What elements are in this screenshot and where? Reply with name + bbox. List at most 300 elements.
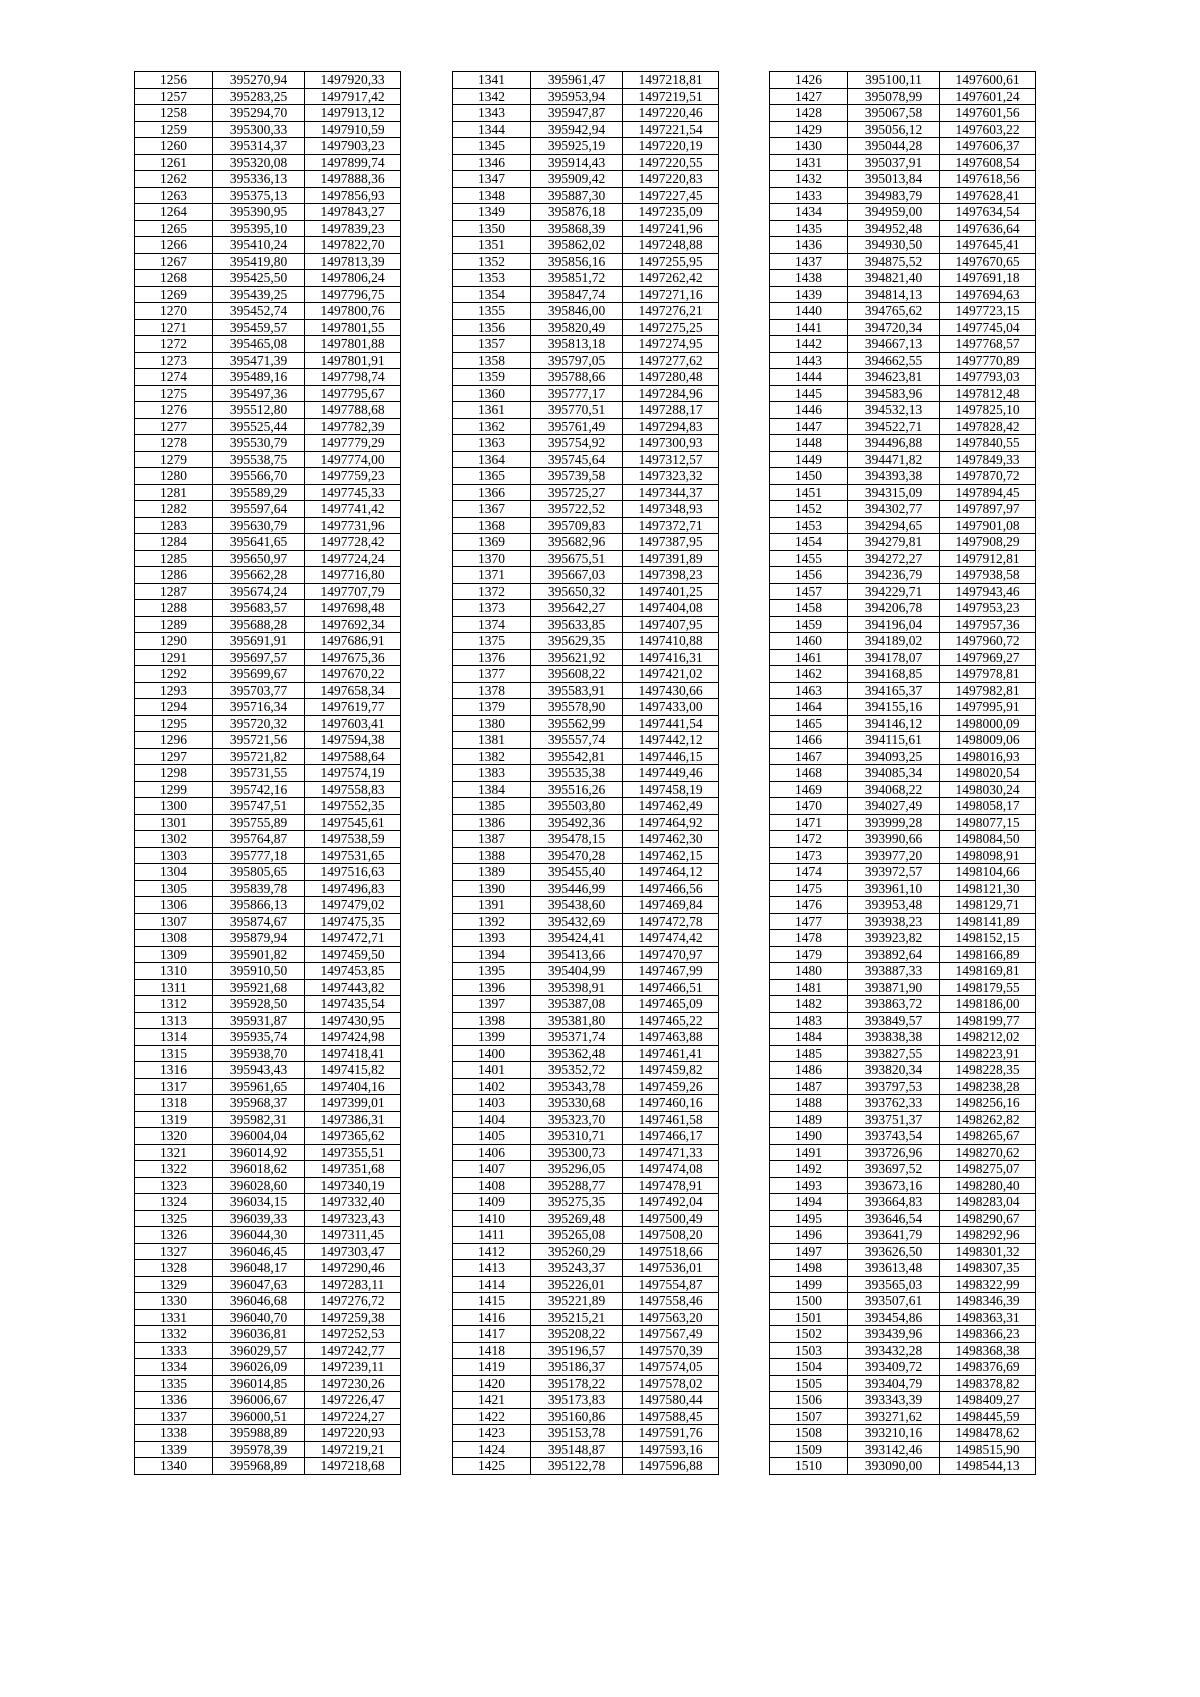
x-coordinate-cell: 395270,94 (213, 72, 305, 89)
table-row (135, 748, 401, 765)
y-coordinate-cell: 1498058,17 (940, 798, 1036, 815)
table-row (453, 1095, 719, 1112)
point-number-cell: 1417 (453, 1326, 531, 1343)
y-coordinate-cell: 1497449,46 (623, 765, 719, 782)
table-row (453, 270, 719, 287)
point-number-cell: 1308 (135, 930, 213, 947)
y-coordinate-cell: 1497603,41 (305, 715, 401, 732)
x-coordinate-cell: 393726,96 (848, 1144, 940, 1161)
x-coordinate-cell: 395542,81 (531, 748, 623, 765)
point-number-cell: 1479 (770, 946, 848, 963)
x-coordinate-cell: 395310,71 (531, 1128, 623, 1145)
table-row (453, 1458, 719, 1475)
table-row (770, 979, 1036, 996)
x-coordinate-cell: 393953,48 (848, 897, 940, 914)
point-number-cell: 1393 (453, 930, 531, 947)
table-row (770, 352, 1036, 369)
point-number-cell: 1321 (135, 1144, 213, 1161)
x-coordinate-cell: 395296,05 (531, 1161, 623, 1178)
y-coordinate-cell: 1497545,61 (305, 814, 401, 831)
table-row (770, 484, 1036, 501)
point-number-cell: 1373 (453, 600, 531, 617)
x-coordinate-cell: 393613,48 (848, 1260, 940, 1277)
y-coordinate-cell: 1497995,91 (940, 699, 1036, 716)
table-row (770, 237, 1036, 254)
table-row (135, 1029, 401, 1046)
x-coordinate-cell: 396047,63 (213, 1276, 305, 1293)
point-number-cell: 1261 (135, 154, 213, 171)
x-coordinate-cell: 393938,23 (848, 913, 940, 930)
y-coordinate-cell: 1497969,27 (940, 649, 1036, 666)
point-number-cell: 1314 (135, 1029, 213, 1046)
y-coordinate-cell: 1497692,34 (305, 616, 401, 633)
table-row (135, 187, 401, 204)
x-coordinate-cell: 395879,94 (213, 930, 305, 947)
point-number-cell: 1385 (453, 798, 531, 815)
y-coordinate-cell: 1497226,47 (305, 1392, 401, 1409)
point-number-cell: 1317 (135, 1078, 213, 1095)
point-number-cell: 1474 (770, 864, 848, 881)
point-number-cell: 1276 (135, 402, 213, 419)
y-coordinate-cell: 1497323,43 (305, 1210, 401, 1227)
x-coordinate-cell: 396026,09 (213, 1359, 305, 1376)
table-row (135, 1359, 401, 1376)
point-number-cell: 1419 (453, 1359, 531, 1376)
point-number-cell: 1482 (770, 996, 848, 1013)
point-number-cell: 1371 (453, 567, 531, 584)
y-coordinate-cell: 1498016,93 (940, 748, 1036, 765)
x-coordinate-cell: 395470,28 (531, 847, 623, 864)
point-number-cell: 1271 (135, 319, 213, 336)
y-coordinate-cell: 1497670,65 (940, 253, 1036, 270)
point-number-cell: 1331 (135, 1309, 213, 1326)
table-row (453, 1359, 719, 1376)
table-row (135, 1441, 401, 1458)
y-coordinate-cell: 1497220,19 (623, 138, 719, 155)
table-row (453, 633, 719, 650)
point-number-cell: 1293 (135, 682, 213, 699)
point-number-cell: 1379 (453, 699, 531, 716)
table-row (453, 1012, 719, 1029)
x-coordinate-cell: 396029,57 (213, 1342, 305, 1359)
y-coordinate-cell: 1497259,38 (305, 1309, 401, 1326)
y-coordinate-cell: 1497284,96 (623, 385, 719, 402)
point-number-cell: 1390 (453, 880, 531, 897)
x-coordinate-cell: 395925,19 (531, 138, 623, 155)
y-coordinate-cell: 1498478,62 (940, 1425, 1036, 1442)
x-coordinate-cell: 393454,86 (848, 1309, 940, 1326)
x-coordinate-cell: 394206,78 (848, 600, 940, 617)
point-number-cell: 1446 (770, 402, 848, 419)
y-coordinate-cell: 1497441,54 (623, 715, 719, 732)
x-coordinate-cell: 395352,72 (531, 1062, 623, 1079)
y-coordinate-cell: 1497938,58 (940, 567, 1036, 584)
x-coordinate-cell: 395371,74 (531, 1029, 623, 1046)
point-number-cell: 1340 (135, 1458, 213, 1475)
table-row (135, 699, 401, 716)
point-number-cell: 1335 (135, 1375, 213, 1392)
y-coordinate-cell: 1497430,66 (623, 682, 719, 699)
point-number-cell: 1447 (770, 418, 848, 435)
point-number-cell: 1399 (453, 1029, 531, 1046)
point-number-cell: 1275 (135, 385, 213, 402)
point-number-cell: 1382 (453, 748, 531, 765)
point-number-cell: 1334 (135, 1359, 213, 1376)
table-row (770, 682, 1036, 699)
table-row (135, 1293, 401, 1310)
y-coordinate-cell: 1497275,25 (623, 319, 719, 336)
point-number-cell: 1269 (135, 286, 213, 303)
x-coordinate-cell: 395196,57 (531, 1342, 623, 1359)
y-coordinate-cell: 1497276,72 (305, 1293, 401, 1310)
x-coordinate-cell: 395931,87 (213, 1012, 305, 1029)
y-coordinate-cell: 1497288,17 (623, 402, 719, 419)
y-coordinate-cell: 1498121,30 (940, 880, 1036, 897)
point-number-cell: 1297 (135, 748, 213, 765)
y-coordinate-cell: 1498283,04 (940, 1194, 1036, 1211)
point-number-cell: 1426 (770, 72, 848, 89)
x-coordinate-cell: 395747,51 (213, 798, 305, 815)
y-coordinate-cell: 1497218,68 (305, 1458, 401, 1475)
point-number-cell: 1383 (453, 765, 531, 782)
point-number-cell: 1311 (135, 979, 213, 996)
point-number-cell: 1263 (135, 187, 213, 204)
x-coordinate-cell: 395173,83 (531, 1392, 623, 1409)
table-row (770, 204, 1036, 221)
y-coordinate-cell: 1497917,42 (305, 88, 401, 105)
x-coordinate-cell: 395968,37 (213, 1095, 305, 1112)
x-coordinate-cell: 393626,50 (848, 1243, 940, 1260)
y-coordinate-cell: 1498270,62 (940, 1144, 1036, 1161)
table-row (770, 1078, 1036, 1095)
x-coordinate-cell: 396018,62 (213, 1161, 305, 1178)
x-coordinate-cell: 393820,34 (848, 1062, 940, 1079)
y-coordinate-cell: 1497960,72 (940, 633, 1036, 650)
y-coordinate-cell: 1497899,74 (305, 154, 401, 171)
x-coordinate-cell: 395788,66 (531, 369, 623, 386)
coordinate-table-1 (134, 71, 401, 1475)
x-coordinate-cell: 393849,57 (848, 1012, 940, 1029)
point-number-cell: 1476 (770, 897, 848, 914)
x-coordinate-cell: 393664,83 (848, 1194, 940, 1211)
y-coordinate-cell: 1498262,82 (940, 1111, 1036, 1128)
point-number-cell: 1291 (135, 649, 213, 666)
y-coordinate-cell: 1497600,61 (940, 72, 1036, 89)
point-number-cell: 1408 (453, 1177, 531, 1194)
table-row (453, 1375, 719, 1392)
x-coordinate-cell: 395770,51 (531, 402, 623, 419)
point-number-cell: 1401 (453, 1062, 531, 1079)
x-coordinate-cell: 395100,11 (848, 72, 940, 89)
table-row (770, 831, 1036, 848)
y-coordinate-cell: 1498366,23 (940, 1326, 1036, 1343)
table-row (135, 1111, 401, 1128)
table-row (453, 72, 719, 89)
x-coordinate-cell: 394765,62 (848, 303, 940, 320)
table-row (770, 748, 1036, 765)
x-coordinate-cell: 393343,39 (848, 1392, 940, 1409)
table-row (135, 171, 401, 188)
point-number-cell: 1262 (135, 171, 213, 188)
x-coordinate-cell: 394952,48 (848, 220, 940, 237)
table-row (135, 1194, 401, 1211)
y-coordinate-cell: 1497462,49 (623, 798, 719, 815)
y-coordinate-cell: 1497418,41 (305, 1045, 401, 1062)
table-row (453, 1392, 719, 1409)
point-number-cell: 1410 (453, 1210, 531, 1227)
x-coordinate-cell: 395294,70 (213, 105, 305, 122)
point-number-cell: 1273 (135, 352, 213, 369)
y-coordinate-cell: 1497670,22 (305, 666, 401, 683)
table-row (453, 1326, 719, 1343)
x-coordinate-cell: 395641,65 (213, 534, 305, 551)
table-row (135, 1392, 401, 1409)
y-coordinate-cell: 1497574,05 (623, 1359, 719, 1376)
point-number-cell: 1306 (135, 897, 213, 914)
x-coordinate-cell: 395465,08 (213, 336, 305, 353)
point-number-cell: 1312 (135, 996, 213, 1013)
point-number-cell: 1430 (770, 138, 848, 155)
table-row (135, 451, 401, 468)
y-coordinate-cell: 1497554,87 (623, 1276, 719, 1293)
y-coordinate-cell: 1497465,22 (623, 1012, 719, 1029)
y-coordinate-cell: 1497459,50 (305, 946, 401, 963)
y-coordinate-cell: 1497227,45 (623, 187, 719, 204)
x-coordinate-cell: 395682,96 (531, 534, 623, 551)
table-row (135, 616, 401, 633)
y-coordinate-cell: 1497588,64 (305, 748, 401, 765)
y-coordinate-cell: 1497658,34 (305, 682, 401, 699)
point-number-cell: 1423 (453, 1425, 531, 1442)
x-coordinate-cell: 395215,21 (531, 1309, 623, 1326)
y-coordinate-cell: 1497464,92 (623, 814, 719, 831)
point-number-cell: 1507 (770, 1408, 848, 1425)
x-coordinate-cell: 395221,89 (531, 1293, 623, 1310)
x-coordinate-cell: 395288,77 (531, 1177, 623, 1194)
point-number-cell: 1292 (135, 666, 213, 683)
point-number-cell: 1298 (135, 765, 213, 782)
x-coordinate-cell: 395404,99 (531, 963, 623, 980)
point-number-cell: 1431 (770, 154, 848, 171)
point-number-cell: 1375 (453, 633, 531, 650)
x-coordinate-cell: 395395,10 (213, 220, 305, 237)
table-row (770, 1309, 1036, 1326)
point-number-cell: 1279 (135, 451, 213, 468)
y-coordinate-cell: 1497274,95 (623, 336, 719, 353)
y-coordinate-cell: 1497840,55 (940, 435, 1036, 452)
x-coordinate-cell: 396044,30 (213, 1227, 305, 1244)
point-number-cell: 1325 (135, 1210, 213, 1227)
x-coordinate-cell: 396048,17 (213, 1260, 305, 1277)
table-row (135, 1095, 401, 1112)
y-coordinate-cell: 1497591,76 (623, 1425, 719, 1442)
point-number-cell: 1354 (453, 286, 531, 303)
point-number-cell: 1267 (135, 253, 213, 270)
point-number-cell: 1392 (453, 913, 531, 930)
y-coordinate-cell: 1497636,64 (940, 220, 1036, 237)
point-number-cell: 1347 (453, 171, 531, 188)
table-row (770, 600, 1036, 617)
point-number-cell: 1358 (453, 352, 531, 369)
y-coordinate-cell: 1497518,66 (623, 1243, 719, 1260)
y-coordinate-cell: 1497953,23 (940, 600, 1036, 617)
point-number-cell: 1460 (770, 633, 848, 650)
x-coordinate-cell: 395697,57 (213, 649, 305, 666)
x-coordinate-cell: 395265,08 (531, 1227, 623, 1244)
x-coordinate-cell: 396006,67 (213, 1392, 305, 1409)
table-row (453, 1309, 719, 1326)
point-number-cell: 1366 (453, 484, 531, 501)
point-number-cell: 1264 (135, 204, 213, 221)
x-coordinate-cell: 395530,79 (213, 435, 305, 452)
x-coordinate-cell: 394983,79 (848, 187, 940, 204)
point-number-cell: 1406 (453, 1144, 531, 1161)
x-coordinate-cell: 394302,77 (848, 501, 940, 518)
point-number-cell: 1494 (770, 1194, 848, 1211)
y-coordinate-cell: 1497782,39 (305, 418, 401, 435)
point-number-cell: 1487 (770, 1078, 848, 1095)
y-coordinate-cell: 1497619,77 (305, 699, 401, 716)
x-coordinate-cell: 395037,91 (848, 154, 940, 171)
x-coordinate-cell: 394315,09 (848, 484, 940, 501)
y-coordinate-cell: 1497897,97 (940, 501, 1036, 518)
table-row (453, 501, 719, 518)
point-number-cell: 1342 (453, 88, 531, 105)
point-number-cell: 1414 (453, 1276, 531, 1293)
table-row (770, 88, 1036, 105)
point-number-cell: 1437 (770, 253, 848, 270)
point-number-cell: 1355 (453, 303, 531, 320)
x-coordinate-cell: 395438,60 (531, 897, 623, 914)
point-number-cell: 1506 (770, 1392, 848, 1409)
y-coordinate-cell: 1497470,97 (623, 946, 719, 963)
point-number-cell: 1307 (135, 913, 213, 930)
point-number-cell: 1489 (770, 1111, 848, 1128)
point-number-cell: 1505 (770, 1375, 848, 1392)
table-row (135, 286, 401, 303)
x-coordinate-cell: 394146,12 (848, 715, 940, 732)
point-number-cell: 1450 (770, 468, 848, 485)
table-row (135, 765, 401, 782)
x-coordinate-cell: 393641,79 (848, 1227, 940, 1244)
y-coordinate-cell: 1497283,11 (305, 1276, 401, 1293)
x-coordinate-cell: 394393,38 (848, 468, 940, 485)
point-number-cell: 1504 (770, 1359, 848, 1376)
y-coordinate-cell: 1497410,88 (623, 633, 719, 650)
x-coordinate-cell: 396028,60 (213, 1177, 305, 1194)
x-coordinate-cell: 395497,36 (213, 385, 305, 402)
x-coordinate-cell: 395538,75 (213, 451, 305, 468)
x-coordinate-cell: 395013,84 (848, 171, 940, 188)
x-coordinate-cell: 395720,32 (213, 715, 305, 732)
table-row (770, 270, 1036, 287)
table-row (453, 600, 719, 617)
table-row (770, 435, 1036, 452)
table-row (135, 220, 401, 237)
point-number-cell: 1377 (453, 666, 531, 683)
x-coordinate-cell: 394930,50 (848, 237, 940, 254)
point-number-cell: 1438 (770, 270, 848, 287)
x-coordinate-cell: 395921,68 (213, 979, 305, 996)
y-coordinate-cell: 1497300,93 (623, 435, 719, 452)
table-row (135, 501, 401, 518)
table-row (453, 138, 719, 155)
y-coordinate-cell: 1497812,48 (940, 385, 1036, 402)
table-row (135, 154, 401, 171)
table-row (135, 979, 401, 996)
point-number-cell: 1455 (770, 550, 848, 567)
x-coordinate-cell: 395381,80 (531, 1012, 623, 1029)
point-number-cell: 1491 (770, 1144, 848, 1161)
table-row (770, 1062, 1036, 1079)
y-coordinate-cell: 1498077,15 (940, 814, 1036, 831)
point-number-cell: 1442 (770, 336, 848, 353)
table-row (453, 1243, 719, 1260)
x-coordinate-cell: 395716,34 (213, 699, 305, 716)
x-coordinate-cell: 396036,81 (213, 1326, 305, 1343)
point-number-cell: 1472 (770, 831, 848, 848)
y-coordinate-cell: 1497608,54 (940, 154, 1036, 171)
table-row (770, 1144, 1036, 1161)
y-coordinate-cell: 1497496,83 (305, 880, 401, 897)
y-coordinate-cell: 1497828,42 (940, 418, 1036, 435)
y-coordinate-cell: 1498265,67 (940, 1128, 1036, 1145)
y-coordinate-cell: 1498368,38 (940, 1342, 1036, 1359)
x-coordinate-cell: 394027,49 (848, 798, 940, 815)
x-coordinate-cell: 395901,82 (213, 946, 305, 963)
x-coordinate-cell: 395777,18 (213, 847, 305, 864)
y-coordinate-cell: 1497387,95 (623, 534, 719, 551)
x-coordinate-cell: 394155,16 (848, 699, 940, 716)
x-coordinate-cell: 395761,49 (531, 418, 623, 435)
point-number-cell: 1268 (135, 270, 213, 287)
point-number-cell: 1413 (453, 1260, 531, 1277)
y-coordinate-cell: 1497459,82 (623, 1062, 719, 1079)
x-coordinate-cell: 395721,56 (213, 732, 305, 749)
y-coordinate-cell: 1497386,31 (305, 1111, 401, 1128)
table-row (453, 1078, 719, 1095)
x-coordinate-cell: 395683,57 (213, 600, 305, 617)
table-row (770, 1359, 1036, 1376)
x-coordinate-cell: 393871,90 (848, 979, 940, 996)
y-coordinate-cell: 1497241,96 (623, 220, 719, 237)
point-number-cell: 1396 (453, 979, 531, 996)
point-number-cell: 1320 (135, 1128, 213, 1145)
table-row (453, 1342, 719, 1359)
y-coordinate-cell: 1497474,42 (623, 930, 719, 947)
point-number-cell: 1451 (770, 484, 848, 501)
point-number-cell: 1337 (135, 1408, 213, 1425)
x-coordinate-cell: 393646,54 (848, 1210, 940, 1227)
x-coordinate-cell: 395633,85 (531, 616, 623, 633)
x-coordinate-cell: 393432,28 (848, 1342, 940, 1359)
table-row (453, 583, 719, 600)
table-row (453, 748, 719, 765)
table-row (135, 864, 401, 881)
table-row (770, 732, 1036, 749)
table-row (135, 385, 401, 402)
point-number-cell: 1463 (770, 682, 848, 699)
table-row (770, 336, 1036, 353)
table-row (453, 171, 719, 188)
table-row (135, 666, 401, 683)
point-number-cell: 1395 (453, 963, 531, 980)
table-row (453, 88, 719, 105)
y-coordinate-cell: 1497276,21 (623, 303, 719, 320)
table-row (770, 138, 1036, 155)
y-coordinate-cell: 1497849,33 (940, 451, 1036, 468)
table-row (135, 1062, 401, 1079)
